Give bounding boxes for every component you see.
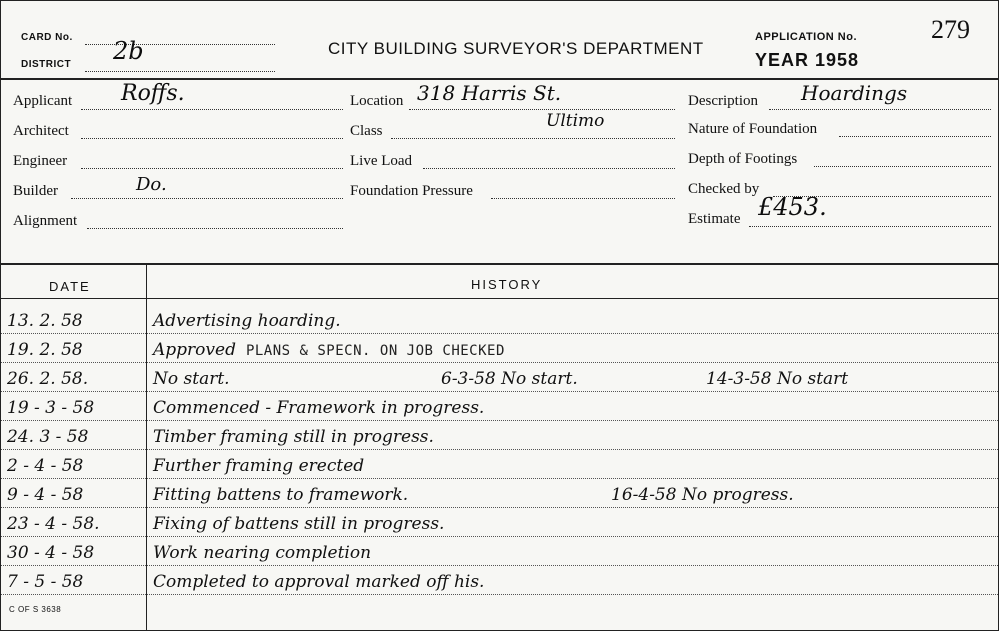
location-line xyxy=(409,109,675,110)
history-header: HISTORY xyxy=(471,277,543,292)
alignment-label: Alignment xyxy=(13,213,78,229)
form-code: C OF S 3638 xyxy=(9,605,62,614)
row-rule xyxy=(1,594,998,595)
builder-label: Builder xyxy=(13,183,58,199)
engineer-line xyxy=(81,168,343,169)
row-rule xyxy=(1,507,998,508)
nature-of-foundation-label: Nature of Foundation xyxy=(688,121,818,137)
history-date: 23 - 4 - 58. xyxy=(7,514,100,534)
history-entry-text: Fitting battens to framework. xyxy=(153,485,409,505)
history-entry-text: Approved xyxy=(153,340,236,360)
estimate-value: £453. xyxy=(758,193,827,221)
history-entry xyxy=(153,340,505,360)
nature-line xyxy=(839,136,991,137)
row-rule xyxy=(1,333,998,334)
applicant-line xyxy=(81,109,343,110)
history-entry xyxy=(153,427,434,447)
history-date: 19 - 3 - 58 xyxy=(7,398,95,418)
builder-value: Do. xyxy=(136,174,167,195)
location-value: 318 Harris St. xyxy=(417,81,562,105)
history-entry xyxy=(153,543,371,563)
row-rule xyxy=(1,565,998,566)
class-value: Ultimo xyxy=(546,111,605,131)
live-load-line xyxy=(423,168,675,169)
district-label: DISTRICT xyxy=(21,59,72,70)
history-date: 19. 2. 58 xyxy=(7,340,83,360)
date-column-divider xyxy=(146,263,147,630)
application-no: 279 xyxy=(931,15,970,44)
history-entry-text: Advertising hoarding. xyxy=(153,311,341,331)
foundation-pressure-line xyxy=(491,198,675,199)
history-entry-text: Commenced - Framework in progress. xyxy=(153,398,485,418)
row-rule xyxy=(1,420,998,421)
checked-by-label: Checked by xyxy=(688,181,760,197)
history-entry xyxy=(153,572,484,592)
history-entry-followup: 16-4-58 No progress. xyxy=(611,485,794,505)
header-rule xyxy=(1,78,998,80)
history-date: 13. 2. 58 xyxy=(7,311,83,331)
row-rule xyxy=(1,478,998,479)
checked-stamp: PLANS & SPECN. ON JOB CHECKED xyxy=(245,343,505,359)
class-label: Class xyxy=(350,123,383,139)
history-entry-text: Work nearing completion xyxy=(153,543,372,563)
history-entry-text: Further framing erected xyxy=(153,456,365,476)
foundation-pressure-label: Foundation Pressure xyxy=(350,183,473,199)
location-label: Location xyxy=(350,93,404,109)
row-rule xyxy=(1,362,998,363)
history-entry xyxy=(153,311,341,331)
department-title: CITY BUILDING SURVEYOR'S DEPARTMENT xyxy=(328,39,704,58)
district-value: 2b xyxy=(113,37,144,65)
date-header: DATE xyxy=(49,279,91,294)
header-underline xyxy=(1,298,998,299)
estimate-line xyxy=(749,226,991,227)
description-value: Hoardings xyxy=(801,81,908,105)
row-rule xyxy=(1,536,998,537)
table-top-rule xyxy=(1,263,998,265)
estimate-label: Estimate xyxy=(688,211,741,227)
history-entry xyxy=(153,485,408,505)
builder-line xyxy=(71,198,343,199)
history-entry-text: Completed to approval marked off his. xyxy=(153,572,485,592)
history-entry xyxy=(153,398,484,418)
history-entry xyxy=(153,514,444,534)
live-load-label: Live Load xyxy=(350,153,413,169)
applicant-value: Roffs. xyxy=(121,81,185,106)
history-entry-text: Fixing of battens still in progress. xyxy=(153,514,445,534)
row-rule xyxy=(1,391,998,392)
history-entry-text: No start. xyxy=(153,369,230,389)
history-date: 26. 2. 58. xyxy=(7,369,89,389)
history-entry-followup-2: 14-3-58 No start xyxy=(706,369,849,389)
depth-of-footings-label: Depth of Footings xyxy=(688,151,798,167)
description-label: Description xyxy=(688,93,758,109)
class-line xyxy=(391,138,675,139)
history-date: 7 - 5 - 58 xyxy=(7,572,84,592)
district-line xyxy=(85,71,275,72)
architect-label: Architect xyxy=(13,123,69,139)
alignment-line xyxy=(87,228,343,229)
year: YEAR 1958 xyxy=(755,50,860,70)
application-no-label: APPLICATION No. xyxy=(755,31,858,43)
history-entry xyxy=(153,456,364,476)
architect-line xyxy=(81,138,343,139)
history-date: 9 - 4 - 58 xyxy=(7,485,84,505)
engineer-label: Engineer xyxy=(13,153,68,169)
history-date: 30 - 4 - 58 xyxy=(7,543,95,563)
history-date: 24. 3 - 58 xyxy=(7,427,89,447)
card-no-label: CARD No. xyxy=(21,32,73,43)
history-entry-followup: 6-3-58 No start. xyxy=(441,369,578,389)
history-date: 2 - 4 - 58 xyxy=(7,456,84,476)
row-rule xyxy=(1,449,998,450)
history-entry-text: Timber framing still in progress. xyxy=(153,427,434,447)
applicant-label: Applicant xyxy=(13,93,73,109)
description-line xyxy=(769,109,991,110)
depth-line xyxy=(814,166,991,167)
history-entry xyxy=(153,369,230,389)
